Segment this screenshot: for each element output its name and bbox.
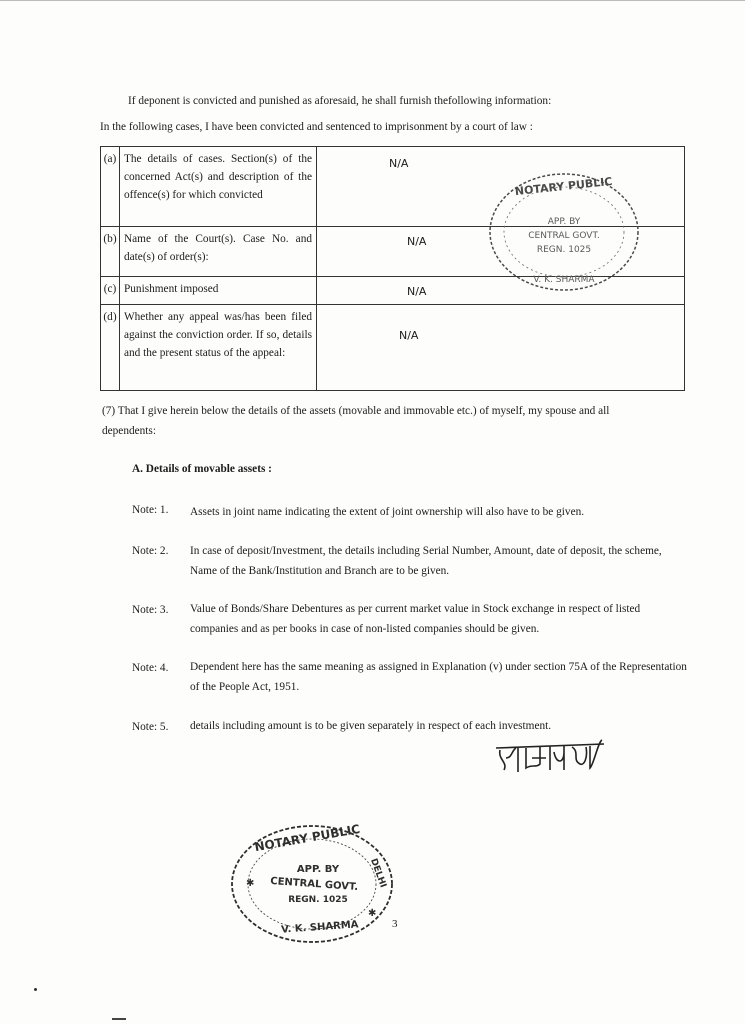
- stamp-bottom-text: V. K. SHARMA: [280, 919, 359, 936]
- intro-line-2: In the following cases, I have been convicted and sentenced to imprisonment by a court of law :: [100, 121, 533, 133]
- row-value: N/A: [399, 329, 419, 342]
- row-value: N/A: [389, 157, 409, 170]
- note-label: Note: 5.: [132, 721, 169, 733]
- svg-text:NOTARY PUBLIC: NOTARY PUBLIC: [514, 174, 614, 199]
- paragraph-7-line-2: dependents:: [102, 424, 156, 437]
- table-row: [101, 305, 685, 391]
- row-index: (a): [101, 147, 120, 227]
- scan-speck: [112, 1018, 126, 1020]
- svg-text:V. K. SHARMA: V. K. SHARMA: [533, 275, 595, 285]
- svg-text:REGN. 1025: REGN. 1025: [536, 245, 592, 255]
- svg-text:✱: ✱: [368, 908, 377, 919]
- row-value: N/A: [407, 285, 427, 298]
- stamp-line-2: CENTRAL GOVT.: [269, 875, 359, 894]
- note-label: Note: 2.: [132, 545, 169, 557]
- intro-line-1: If deponent is convicted and punished as aforesaid, he shall furnish thefollowing information:: [128, 95, 552, 107]
- scan-edge: [0, 0, 745, 1]
- note-text: details including amount is to be given separately in respect of each investment.: [190, 720, 552, 732]
- note-label: Note: 1.: [132, 504, 169, 516]
- page-number: 3: [392, 918, 398, 930]
- row-value: N/A: [407, 235, 427, 248]
- row-index: (d): [101, 305, 120, 391]
- deponent-signature: [492, 738, 612, 783]
- svg-text:✱: ✱: [246, 878, 255, 889]
- note-text: In case of deposit/Investment, the details including Serial Number, Amount, date of deposit, the scheme, Name of the Bank/Institution and Branch are to be given.: [190, 545, 662, 578]
- note-label: Note: 4.: [132, 662, 169, 674]
- scan-speck: [34, 988, 37, 991]
- row-description: Name of the Court(s). Case No. and date(s) of order(s):: [120, 227, 317, 277]
- note-text: Value of Bonds/Share Debentures as per current market value in Stock exchange in respect of listed companies and as per books in case of non-listed companies should be given.: [190, 603, 641, 636]
- stamp-top-text: NOTARY PUBLIC: [253, 821, 362, 855]
- stamp-line-1: APP. BY: [296, 864, 340, 875]
- row-description: Punishment imposed: [120, 277, 317, 305]
- stamp-right-text: DELHI: [368, 857, 388, 890]
- note-text: Assets in joint name indicating the extent of joint ownership will also have to be given.: [190, 506, 585, 518]
- svg-text:APP. BY: APP. BY: [547, 217, 581, 227]
- note-text: Dependent here has the same meaning as assigned in Explanation (v) under section 75A of the Representation of the People Act, 1951.: [190, 661, 687, 694]
- note-label: Note: 3.: [132, 604, 169, 616]
- notary-stamp-icon: [484, 168, 644, 303]
- notary-stamp: [226, 820, 398, 953]
- row-index: (b): [101, 227, 120, 277]
- paragraph-7: [102, 402, 692, 442]
- section-a-heading: A. Details of movable assets :: [132, 463, 272, 475]
- row-value-cell: [317, 305, 685, 391]
- paragraph-7-line-1: (7) That I give herein below the details of the assets (movable and immovable etc.) of myself, my spouse and all: [102, 405, 610, 417]
- svg-text:CENTRAL GOVT.: CENTRAL GOVT.: [528, 231, 600, 241]
- row-description: Whether any appeal was/has been filed against the conviction order. If so, details and the present status of the appeal:: [120, 305, 317, 391]
- row-description: The details of cases. Section(s) of the concerned Act(s) and description of the offence(s) for which convicted: [120, 147, 317, 227]
- row-index: (c): [101, 277, 120, 305]
- stamp-line-3: REGN. 1025: [288, 895, 348, 905]
